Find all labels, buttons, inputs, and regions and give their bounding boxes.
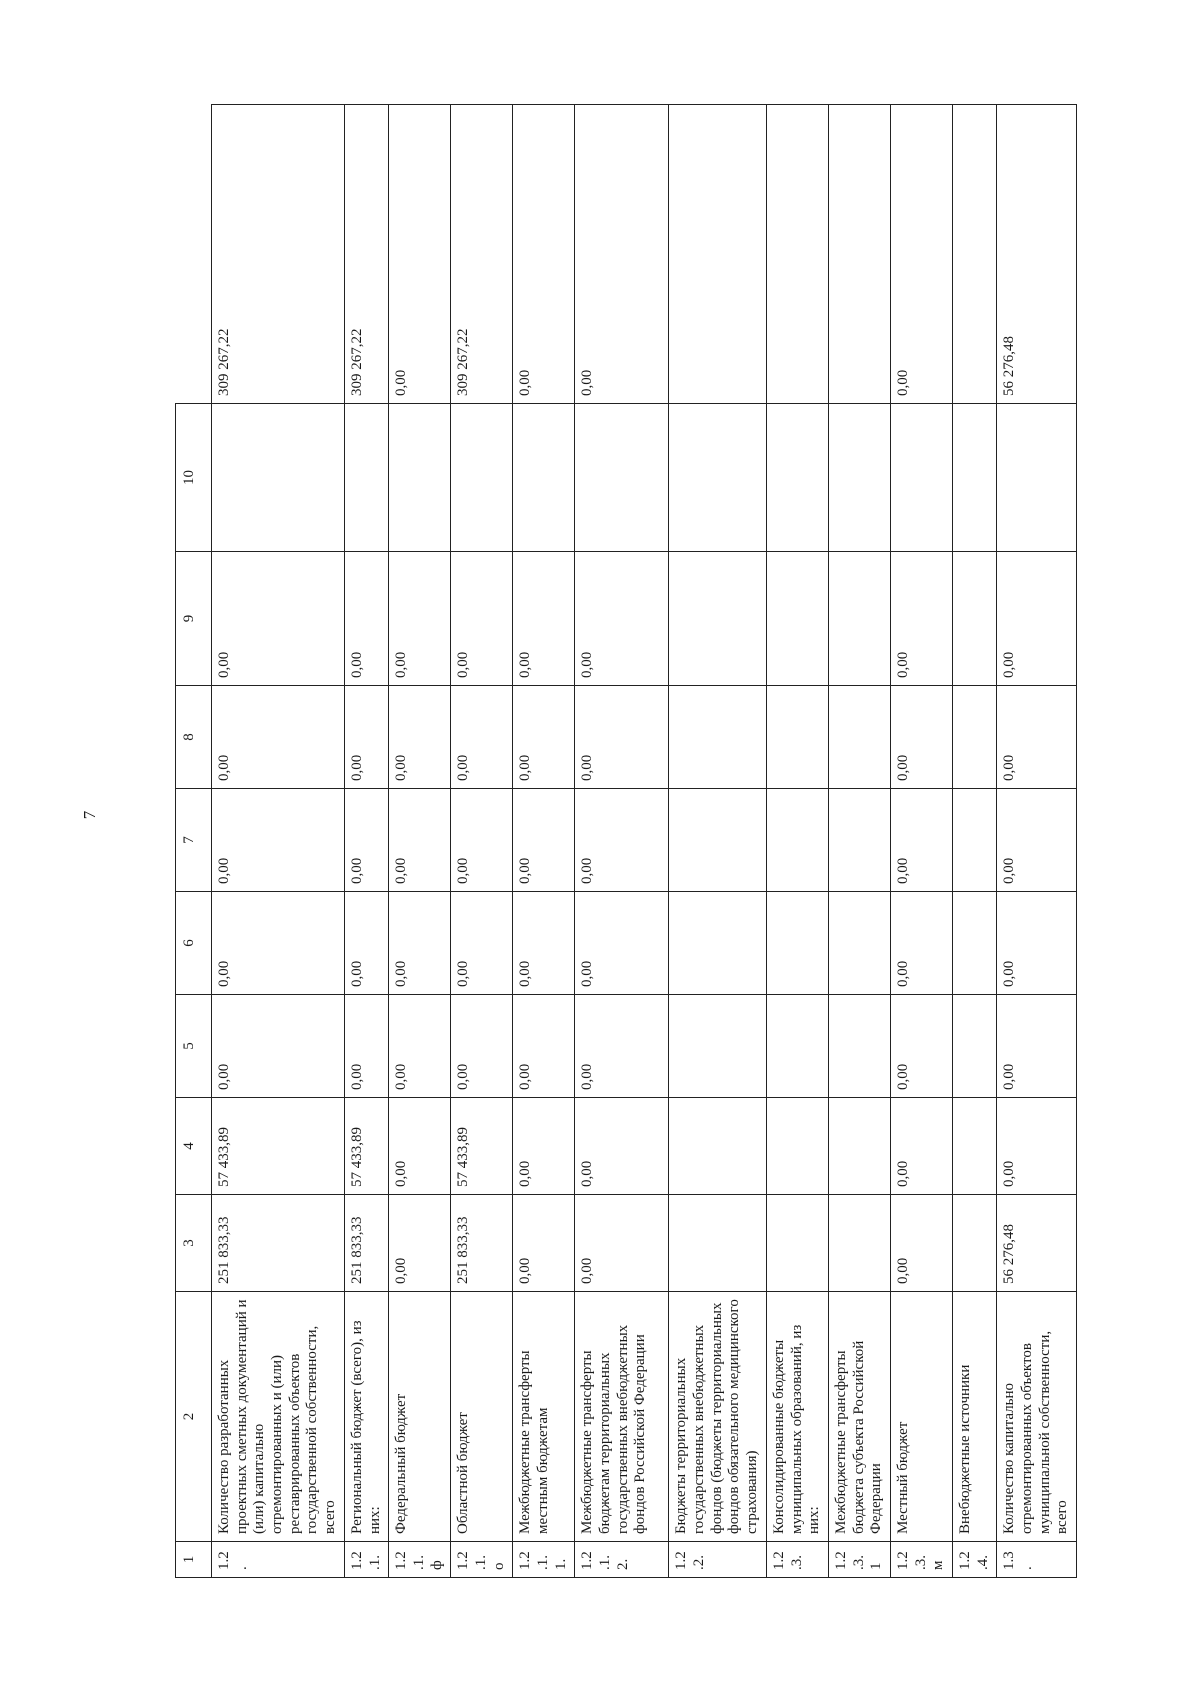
value-cell: 0,00	[997, 892, 1077, 995]
value-cell	[828, 105, 890, 404]
value-cell: 0,00	[212, 789, 345, 892]
value-cell: 57 433,89	[451, 1098, 513, 1195]
value-cell	[953, 892, 997, 995]
value-cell	[766, 1195, 828, 1292]
value-cell: 0,00	[513, 552, 575, 686]
value-cell	[828, 686, 890, 789]
row-code: 1.2.1.ф	[389, 1542, 451, 1578]
value-cell	[828, 995, 890, 1098]
column-header: 4	[176, 1098, 212, 1195]
value-cell	[953, 995, 997, 1098]
value-cell: 0,00	[344, 686, 388, 789]
value-cell: 0,00	[513, 105, 575, 404]
value-cell	[669, 995, 766, 1098]
row-code: 1.2.1.	[344, 1542, 388, 1578]
value-cell: 0,00	[890, 789, 952, 892]
value-cell: 0,00	[513, 995, 575, 1098]
value-cell: 309 267,22	[212, 105, 345, 404]
column-header: 10	[176, 404, 212, 552]
value-cell: 0,00	[451, 686, 513, 789]
value-cell: 57 433,89	[212, 1098, 345, 1195]
row-name: Региональный бюджет (всего), из них:	[344, 1292, 388, 1542]
table-row	[344, 105, 388, 1578]
value-cell	[669, 105, 766, 404]
value-cell	[766, 404, 828, 552]
value-cell: 0,00	[513, 1195, 575, 1292]
value-cell	[766, 892, 828, 995]
value-cell: 0,00	[890, 552, 952, 686]
value-cell: 0,00	[389, 105, 451, 404]
row-name: Областной бюджет	[451, 1292, 513, 1542]
value-cell	[828, 552, 890, 686]
column-header: 8	[176, 686, 212, 789]
value-cell: 0,00	[890, 892, 952, 995]
value-cell	[828, 1195, 890, 1292]
table-row	[575, 105, 669, 1578]
row-name: Федеральный бюджет	[389, 1292, 451, 1542]
value-cell	[669, 1098, 766, 1195]
value-cell: 0,00	[389, 892, 451, 995]
value-cell	[890, 404, 952, 552]
value-cell	[828, 404, 890, 552]
value-cell: 0,00	[212, 892, 345, 995]
row-code: 1.2.	[212, 1542, 345, 1578]
value-cell: 251 833,33	[212, 1195, 345, 1292]
value-cell: 0,00	[997, 552, 1077, 686]
value-cell: 57 433,89	[344, 1098, 388, 1195]
column-header: 1	[176, 1542, 212, 1578]
row-code: 1.2.3.м	[890, 1542, 952, 1578]
value-cell	[575, 404, 669, 552]
row-code: 1.2.3.	[766, 1542, 828, 1578]
value-cell: 0,00	[389, 995, 451, 1098]
value-cell: 0,00	[575, 105, 669, 404]
value-cell	[953, 404, 997, 552]
row-name: Консолидированные бюджеты муниципальных образований, из них:	[766, 1292, 828, 1542]
value-cell: 0,00	[212, 552, 345, 686]
value-cell: 309 267,22	[344, 105, 388, 404]
value-cell: 0,00	[212, 995, 345, 1098]
value-cell	[953, 1195, 997, 1292]
column-header: 3	[176, 1195, 212, 1292]
table-row	[212, 105, 345, 1578]
row-code: 1.2.1.о	[451, 1542, 513, 1578]
value-cell: 0,00	[997, 789, 1077, 892]
value-cell: 0,00	[451, 552, 513, 686]
value-cell: 0,00	[344, 552, 388, 686]
table-row	[513, 105, 575, 1578]
value-cell	[953, 789, 997, 892]
row-code: 1.2.3.1	[828, 1542, 890, 1578]
table-row	[828, 105, 890, 1578]
value-cell	[953, 105, 997, 404]
column-header: 2	[176, 1292, 212, 1542]
value-cell: 0,00	[344, 789, 388, 892]
value-cell: 0,00	[575, 995, 669, 1098]
value-cell: 0,00	[575, 789, 669, 892]
row-code: 1.2.1.1.	[513, 1542, 575, 1578]
value-cell: 0,00	[389, 686, 451, 789]
table-row	[766, 105, 828, 1578]
value-cell: 0,00	[513, 892, 575, 995]
table-header-row	[176, 105, 212, 1578]
table-row	[953, 105, 997, 1578]
row-code: 1.2.1.2.	[575, 1542, 669, 1578]
value-cell: 0,00	[890, 1195, 952, 1292]
value-cell: 251 833,33	[344, 1195, 388, 1292]
value-cell	[669, 404, 766, 552]
table-row	[451, 105, 513, 1578]
value-cell	[766, 552, 828, 686]
value-cell: 0,00	[890, 686, 952, 789]
table-row	[669, 105, 766, 1578]
value-cell	[669, 892, 766, 995]
value-cell: 0,00	[344, 995, 388, 1098]
value-cell: 0,00	[513, 789, 575, 892]
table-container	[175, 104, 1077, 1578]
value-cell	[669, 1195, 766, 1292]
value-cell: 0,00	[389, 789, 451, 892]
row-code: 1.3.	[997, 1542, 1077, 1578]
value-cell: 0,00	[451, 789, 513, 892]
value-cell: 0,00	[890, 105, 952, 404]
value-cell: 0,00	[344, 892, 388, 995]
value-cell: 0,00	[575, 892, 669, 995]
value-cell	[766, 686, 828, 789]
value-cell	[828, 789, 890, 892]
value-cell: 0,00	[389, 1195, 451, 1292]
value-cell	[513, 404, 575, 552]
row-code: 1.2.2.	[669, 1542, 766, 1578]
value-cell: 0,00	[451, 892, 513, 995]
value-cell: 56 276,48	[997, 105, 1077, 404]
value-cell	[766, 789, 828, 892]
row-name: Внебюджетные источники	[953, 1292, 997, 1542]
value-cell: 0,00	[451, 995, 513, 1098]
value-cell: 251 833,33	[451, 1195, 513, 1292]
table-row	[997, 105, 1077, 1578]
value-cell: 0,00	[997, 995, 1077, 1098]
value-cell	[828, 892, 890, 995]
row-name: Межбюджетные трансферты местным бюджетам	[513, 1292, 575, 1542]
row-code: 1.2.4.	[953, 1542, 997, 1578]
value-cell	[766, 995, 828, 1098]
value-cell: 0,00	[890, 1098, 952, 1195]
value-cell: 0,00	[513, 686, 575, 789]
value-cell	[389, 404, 451, 552]
row-name: Количество разработанных проектных сметных документаций и (или) капитально отремонтированных и (или) реставрированных объектов государственной собственности, всего	[212, 1292, 345, 1542]
column-header: 5	[176, 995, 212, 1098]
table-row	[389, 105, 451, 1578]
value-cell	[997, 404, 1077, 552]
value-cell	[953, 552, 997, 686]
table-row	[890, 105, 952, 1578]
value-cell: 0,00	[575, 1098, 669, 1195]
row-name: Бюджеты территориальных государственных внебюджетных фондов (бюджеты территориальных фондов обязательного медицинского страхования)	[669, 1292, 766, 1542]
value-cell: 0,00	[575, 1195, 669, 1292]
value-cell	[669, 686, 766, 789]
value-cell	[451, 404, 513, 552]
value-cell: 309 267,22	[451, 105, 513, 404]
value-cell: 0,00	[997, 686, 1077, 789]
value-cell	[953, 1098, 997, 1195]
row-name: Местный бюджет	[890, 1292, 952, 1542]
value-cell	[766, 105, 828, 404]
value-cell: 0,00	[575, 686, 669, 789]
value-cell	[828, 1098, 890, 1195]
value-cell: 0,00	[389, 552, 451, 686]
value-cell	[344, 404, 388, 552]
page-number: 7	[80, 810, 99, 820]
row-name: Межбюджетные трансферты бюджета субъекта Российской Федерации	[828, 1292, 890, 1542]
value-cell	[766, 1098, 828, 1195]
column-header: 6	[176, 892, 212, 995]
value-cell: 0,00	[890, 995, 952, 1098]
column-header: 9	[176, 552, 212, 686]
value-cell: 0,00	[212, 686, 345, 789]
value-cell: 0,00	[997, 1098, 1077, 1195]
row-name: Количество капитально отремонтированных объектов муниципальной собственности, всего	[997, 1292, 1077, 1542]
value-cell: 0,00	[575, 552, 669, 686]
row-name: Межбюджетные трансферты бюджетам территориальных государственных внебюджетных фондов Российской Федерации	[575, 1292, 669, 1542]
value-cell: 56 276,48	[997, 1195, 1077, 1292]
value-cell	[953, 686, 997, 789]
value-cell	[669, 789, 766, 892]
value-cell: 0,00	[513, 1098, 575, 1195]
column-header: 7	[176, 789, 212, 892]
budget-table	[175, 104, 1077, 1578]
value-cell: 0,00	[389, 1098, 451, 1195]
value-cell	[669, 552, 766, 686]
value-cell	[212, 404, 345, 552]
